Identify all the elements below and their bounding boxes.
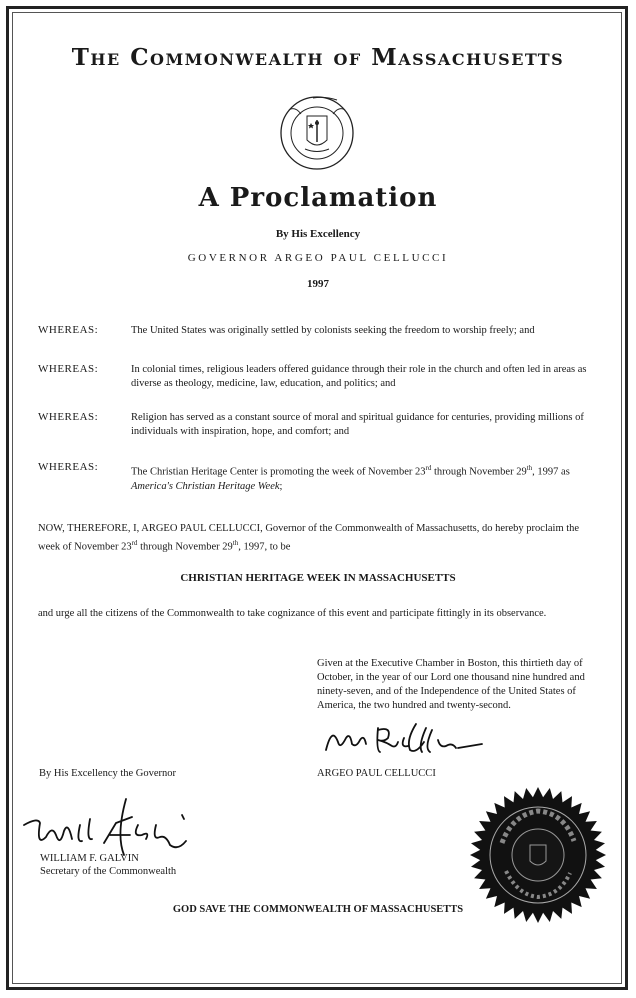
now-therefore-paragraph: NOW, THEREFORE, I, ARGEO PAUL CELLUCCI, Governor of the Commonwealth of Massachusetts, do hereby proclaim the week of November 23rd through November 29th, 1997, to be <box>38 523 580 553</box>
document-title: The Commonwealth of Massachusetts <box>71 44 565 71</box>
given-paragraph: Given at the Executive Chamber in Boston, this thirtieth day of October, in the year of our Lord one thousand nine hundred and ninety-seven, and of the Independence of the United States of America, the two hundred and twenty-second. <box>317 658 585 711</box>
secretary-title: Secretary of the Commonwealth <box>40 866 177 877</box>
whereas-label-1: WHEREAS: <box>38 324 99 336</box>
whereas-text-2: In colonial times, religious leaders offered guidance through their role in the church and often led in areas as diverse as theology, medicine, law, education, and politics; and <box>131 364 587 389</box>
proclamation-heading: A Proclamation <box>198 183 438 213</box>
whereas-text-3: Religion has served as a constant source of moral and spiritual guidance for centuries, providing millions of individuals with inspiration, hope, and comfort; and <box>131 412 584 437</box>
by-his-excellency-the-governor: By His Excellency the Governor <box>39 768 177 779</box>
christian-heritage-week-heading: CHRISTIAN HERITAGE WEEK IN MASSACHUSETTS <box>180 572 456 584</box>
whereas-label-2: WHEREAS: <box>38 363 99 375</box>
closing-line: GOD SAVE THE COMMONWEALTH OF MASSACHUSETTS <box>172 904 464 915</box>
state-seal-icon <box>265 94 369 172</box>
whereas-label-4: WHEREAS: <box>38 461 99 473</box>
governor-name: ARGEO PAUL CELLUCCI <box>317 768 436 779</box>
whereas-text-4: The Christian Heritage Center is promoting the week of November 23rd through November 29th, 1997 as America's Christian Heritage Week; <box>131 464 570 492</box>
urge-paragraph: and urge all the citizens of the Commonwealth to take cognizance of this event and participate fittingly in its observance. <box>38 608 547 619</box>
whereas-text-1: The United States was originally settled by colonists seeking the freedom to worship freely; and <box>131 325 535 336</box>
by-his-excellency: By His Excellency <box>275 228 361 240</box>
year: 1997 <box>307 278 329 290</box>
whereas-label-3: WHEREAS: <box>38 411 99 423</box>
governor-signature <box>322 720 492 760</box>
secretary-name: WILLIAM F. GALVIN <box>40 853 139 864</box>
governor-line: GOVERNOR ARGEO PAUL CELLUCCI <box>187 252 449 264</box>
